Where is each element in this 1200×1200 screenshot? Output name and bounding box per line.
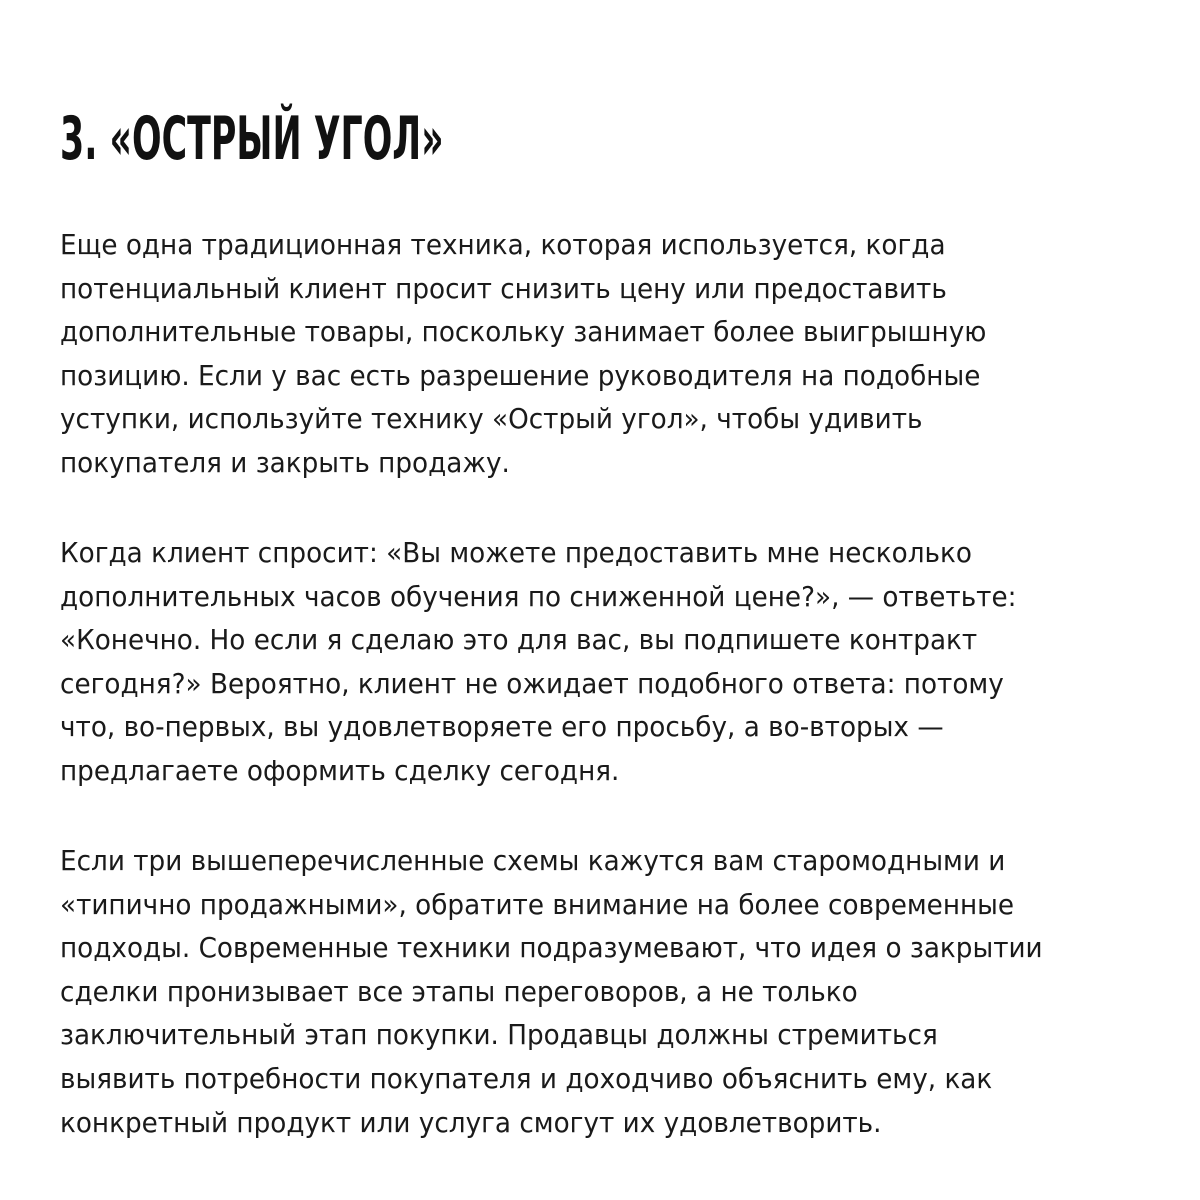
text-line: «типично продажными», обратите внимание на более современные bbox=[60, 888, 1015, 921]
text-line: покупателя и закрыть продажу. bbox=[60, 446, 510, 479]
paragraph-3 bbox=[60, 840, 1043, 1145]
text-line: конкретный продукт или услуга смогут их удовлетворить. bbox=[60, 1106, 882, 1139]
text-line: сделки пронизывает все этапы переговоров, а не только bbox=[60, 975, 858, 1008]
text-line: потенциальный клиент просит снизить цену или предоставить bbox=[60, 272, 947, 305]
text-line: дополнительные товары, поскольку занимает более выигрышную bbox=[60, 316, 987, 349]
text-line: дополнительных часов обучения по сниженной цене?», — ответьте: bbox=[60, 580, 1017, 613]
page-title: 3. «ОСТРЫЙ УГОЛ» bbox=[60, 104, 444, 174]
text-line: заключительный этап покупки. Продавцы должны стремиться bbox=[60, 1019, 938, 1052]
text-line: Когда клиент спросит: «Вы можете предоставить мне несколько bbox=[60, 537, 972, 569]
text-line: что, во-первых, вы удовлетворяете его просьбу, а во-вторых — bbox=[60, 711, 944, 744]
text-line: Еще одна традиционная техника, которая используется, когда bbox=[60, 229, 946, 261]
text-line: Если три вышеперечисленные схемы кажутся вам старомодными и bbox=[60, 845, 1006, 877]
paragraph-2 bbox=[60, 532, 1016, 794]
text-line: уступки, используйте технику «Острый угол», чтобы удивить bbox=[60, 403, 923, 436]
text-line: предлагаете оформить сделку сегодня. bbox=[60, 754, 620, 787]
text-line: подходы. Современные техники подразумевают, что идея о закрытии bbox=[60, 932, 1043, 965]
text-line: «Конечно. Но если я сделаю это для вас, вы подпишете контракт bbox=[60, 624, 978, 657]
paragraph-1 bbox=[60, 224, 986, 486]
text-line: сегодня?» Вероятно, клиент не ожидает подобного ответа: потому bbox=[60, 667, 1004, 700]
text-line: выявить потребности покупателя и доходчиво объяснить ему, как bbox=[60, 1062, 993, 1095]
text-line: позицию. Если у вас есть разрешение руководителя на подобные bbox=[60, 359, 981, 392]
